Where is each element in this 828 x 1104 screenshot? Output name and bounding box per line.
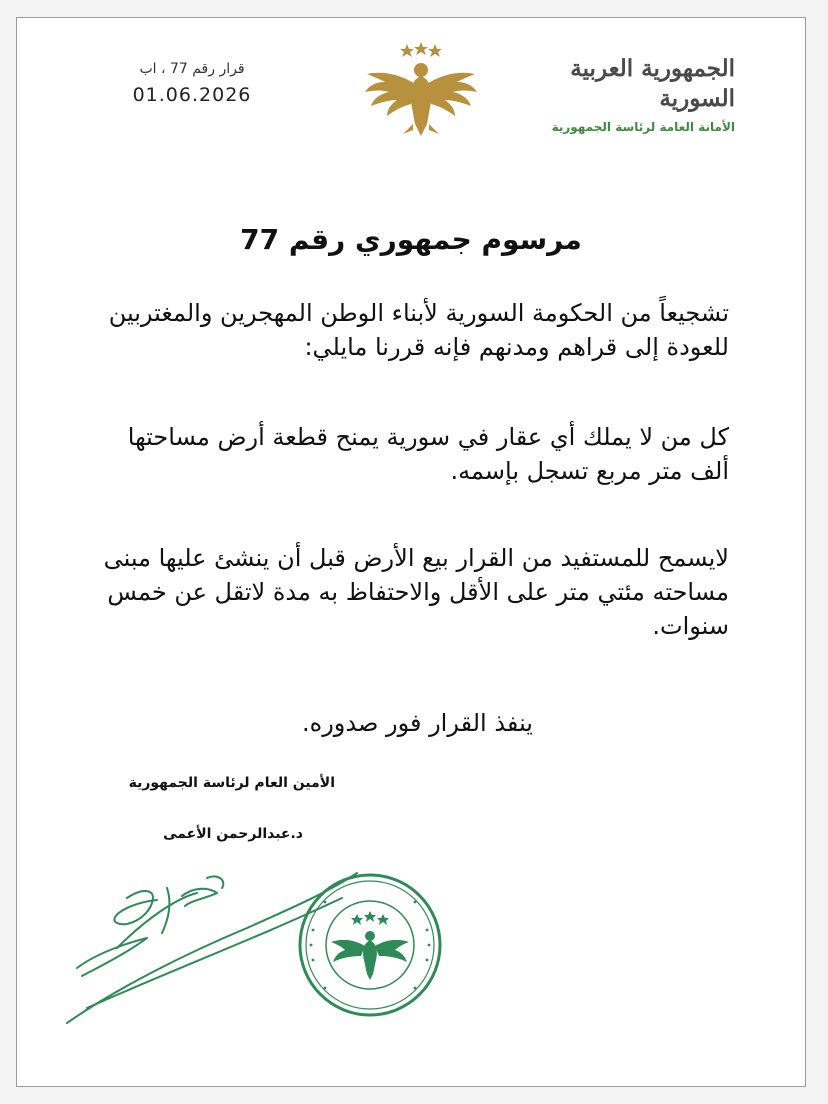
reference-number: قرار رقم 77 ، اب xyxy=(139,61,245,77)
decree-date: 01.06.2026 xyxy=(132,84,252,106)
reference-block xyxy=(117,60,267,106)
decree-paragraph-condition: لايسمح للمستفيد من القرار بيع الأرض قبل أن ينشئ عليها مبنى مساحته مئتي متر على الأقل والاحتفاظ به مدة لاتقل عن خمس سنوات. xyxy=(103,544,729,640)
decree-title: مرسوم جمهوري رقم 77 xyxy=(240,223,582,256)
signatory-name: د.عبدالرحمن الأعمى xyxy=(163,826,303,842)
signatory-title: الأمين العام لرئاسة الجمهورية xyxy=(128,775,335,791)
decree-paragraph-intro: تشجيعاً من الحكومة السورية لأبناء الوطن المهجرين والمغتربين للعودة إلى قراهم ومدنهم فإنه قررنا مايلي: xyxy=(108,299,729,361)
government-header xyxy=(515,54,735,134)
office-name: الأمانة العامة لرئاسة الجمهورية xyxy=(551,120,735,134)
green-official-seal-icon xyxy=(295,870,445,1020)
decree-paragraph-grant: كل من لا يملك أي عقار في سورية يمنح قطعة أرض مساحتها ألف متر مربع تسجل بإسمه. xyxy=(127,423,729,485)
decree-paragraph-effect: ينفذ القرار فور صدوره. xyxy=(302,709,533,737)
government-name: الجمهورية العربية السورية xyxy=(570,55,735,112)
golden-eagle-emblem-icon xyxy=(363,40,479,140)
decree-document xyxy=(16,17,806,1087)
